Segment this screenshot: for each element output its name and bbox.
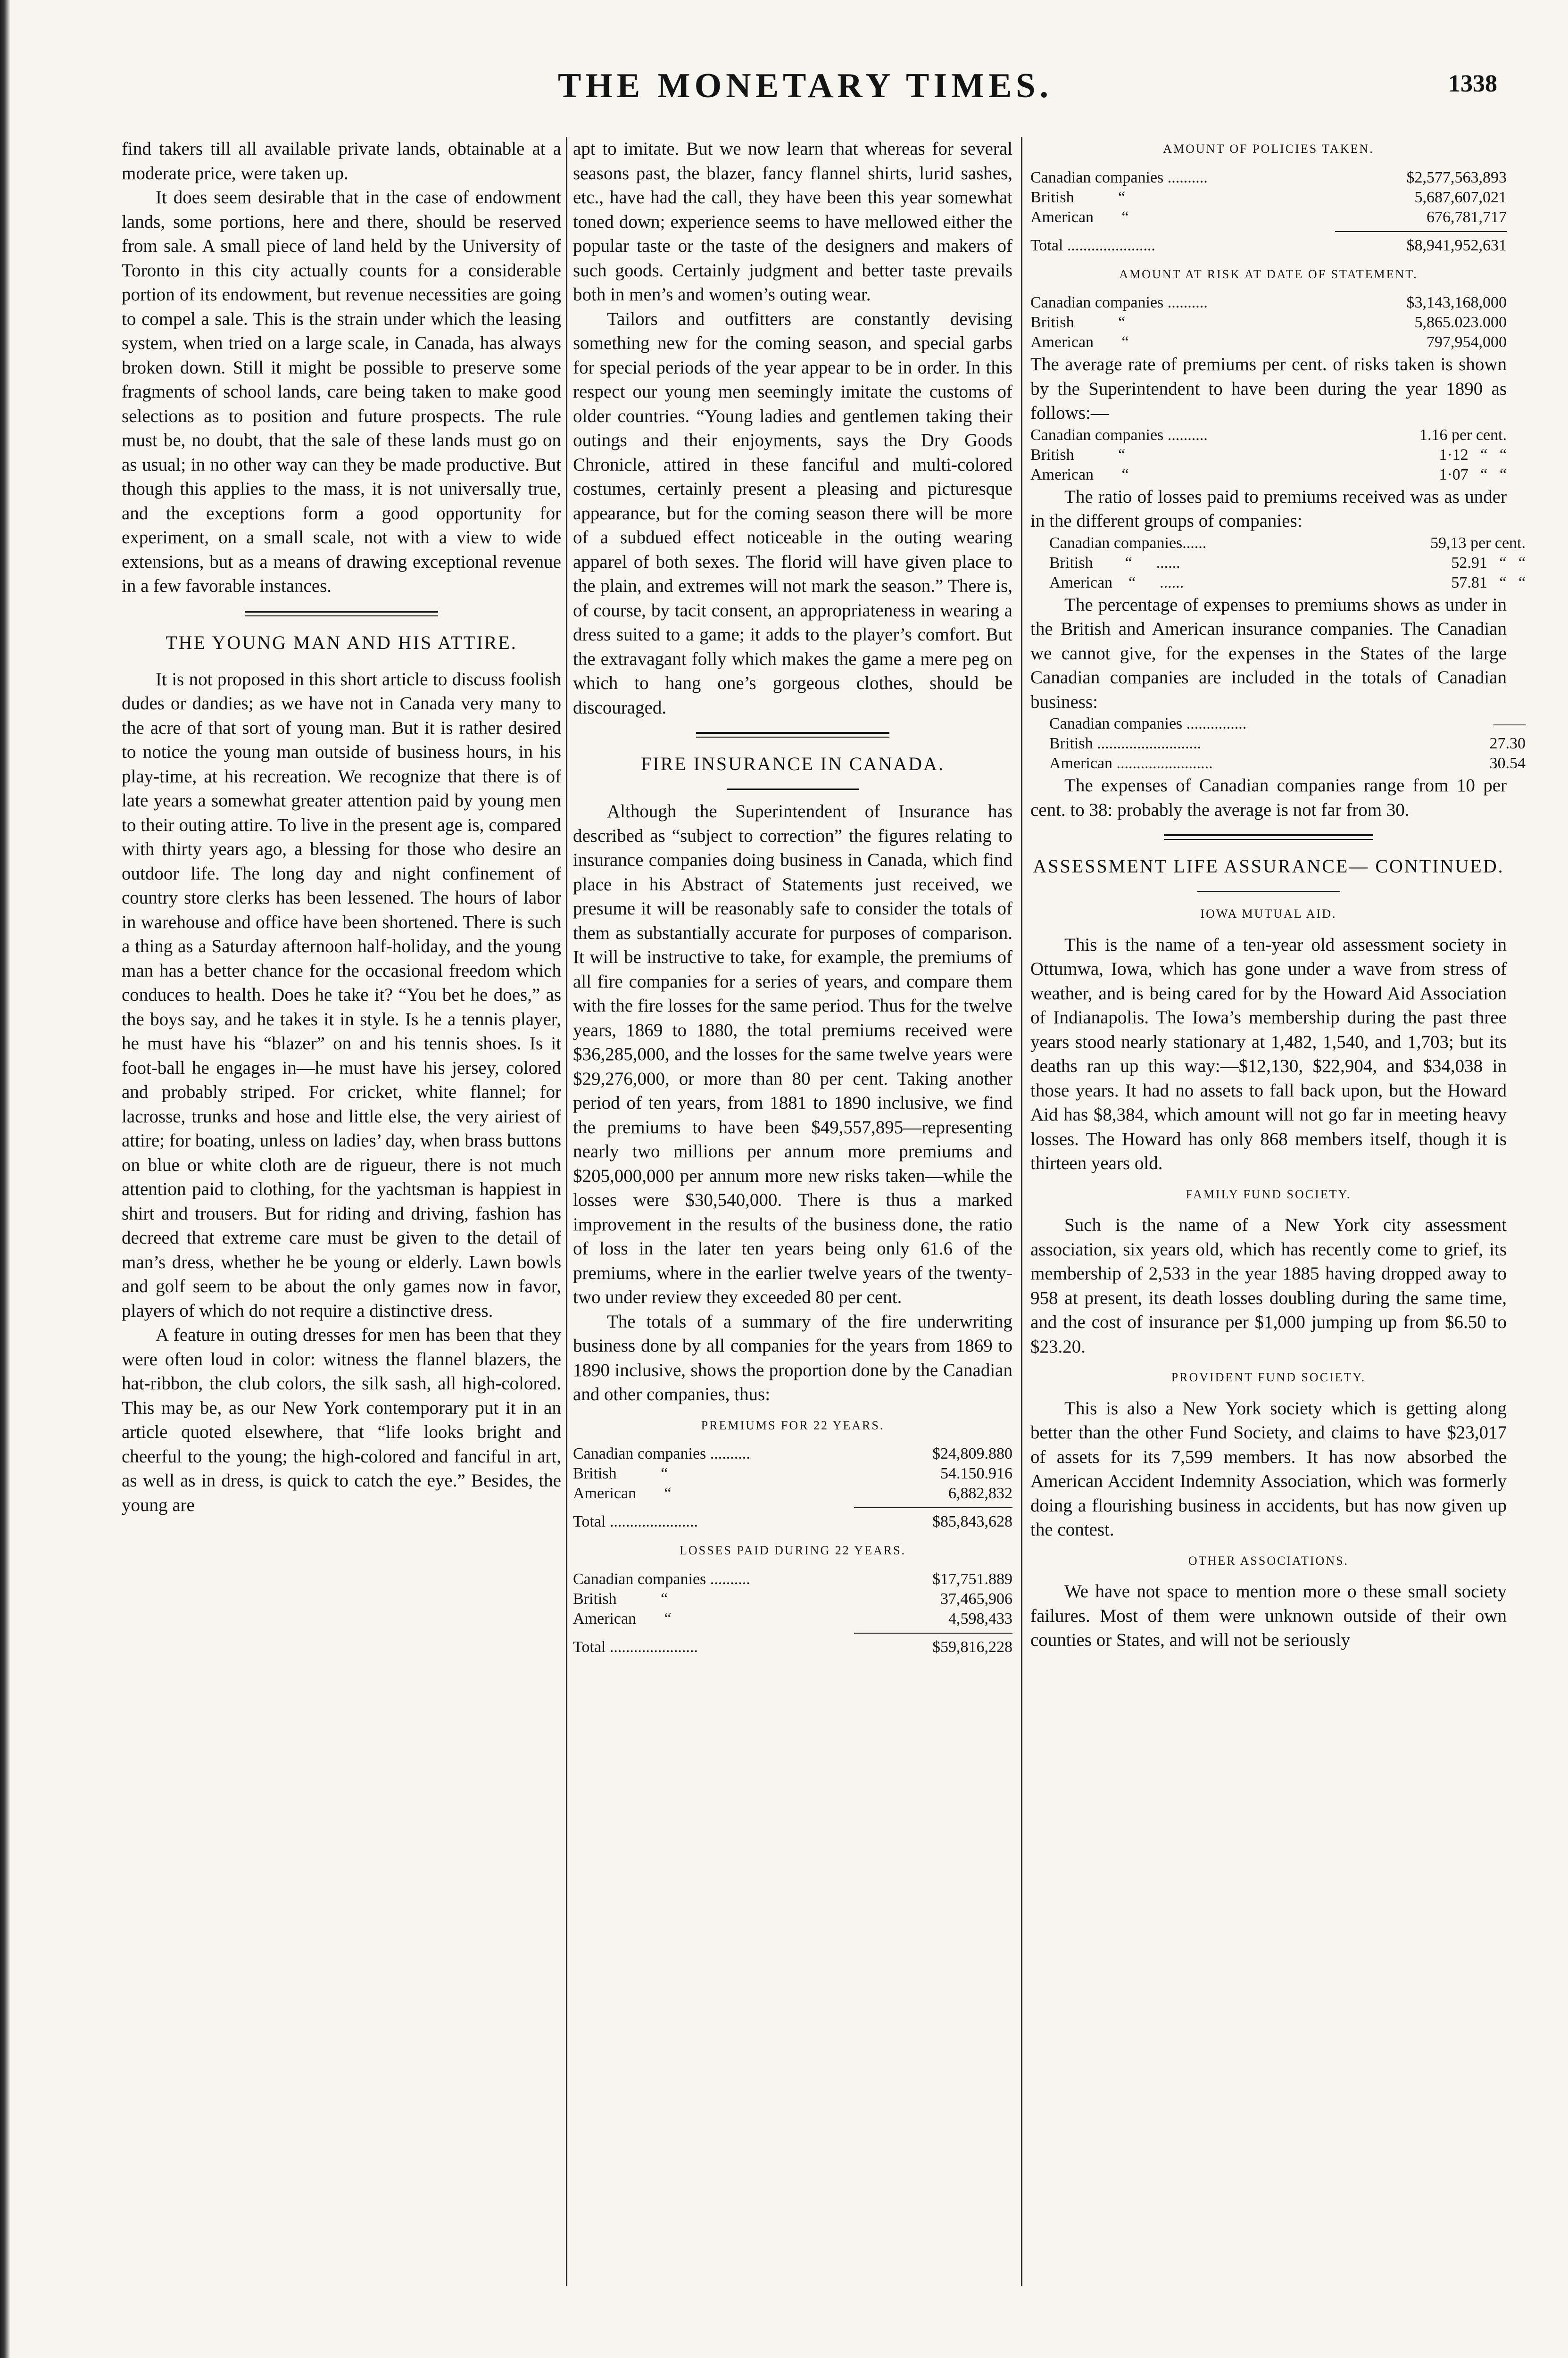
total-amount: $59,816,228: [932, 1638, 1012, 1656]
column-1: [122, 137, 561, 2333]
row-amount: 52.91 “ “: [1451, 554, 1526, 572]
loss-ratio-table: [1049, 533, 1526, 593]
masthead: [113, 66, 1497, 123]
row-label: American “: [1030, 208, 1129, 226]
paragraph: The percentage of expenses to premiums shows as under in the British and American insurance companies. The Canadian we cannot give, for the expenses in the States of the large Canadian companies are included in the totals of Canadian business:: [1030, 594, 1507, 712]
paragraph: Such is the name of a New York city assessment association, six years old, which has recently come to grief, its membership of 2,533 in the year 1885 having dropped away to 958 at present, its death losses doubling during the same time, and the cost of insurance per $1,000 jumping up from $6.50 to $23.20.: [1030, 1215, 1507, 1357]
row-amount: 5,687,607,021: [1414, 188, 1507, 206]
subheading: OTHER ASSOCIATIONS.: [1188, 1553, 1349, 1568]
row-amount: 1·12 “ “: [1439, 446, 1507, 464]
heading-rule: [1197, 891, 1340, 892]
article-heading: THE YOUNG MAN AND HIS ATTIRE.: [166, 631, 517, 653]
table-row: [1030, 465, 1507, 485]
section-divider: [245, 611, 438, 616]
paragraph: It is not proposed in this short article to discuss foolish dudes or dandies; as we have not in Canada very many to the acre of that sort of young man. But it is rather desired to notice the young man outside of business hours, in his play-time, at his recreation. We recognize that there is of late years a somewhat greater attention paid by young men to their outing attire. To live in the present age is, compared with thirty years ago, a blessing for those who desire an outdoor life. The long day and night confinement of country store clerks has been lessened. The hours of labor in warehouse and office have been shortened. There is such a thing as a Saturday afternoon half-holiday, and the young man has a better chance for the occasional freedom which conduces to health. Does he take it? “You bet he does,” as the boys say, and he takes it in style. Is he a tennis player, he must have his “blazer” on and his tennis shoes. Is it foot-ball he engages in—he must have his jersey, colored and probably striped. For cricket, white flannel; for lacrosse, trunks and hose and little else, the very airiest of attire; for boating, unless on ladies’ day, when brass buttons on blue or white cloth are de rigueur, there is not much attention paid to clothing, for the yachtsman is happiest in shirt and trousers. But for riding and driving, fashion has decreed that extreme care must be given to the detail of man’s dress, whether he be young or elderly. Lawn bowls and golf seem to be about the only games now in favor, players of which do not require a distinctive dress.: [122, 669, 561, 1321]
paragraph: The ratio of losses paid to premiums received was as under in the different groups of companies:: [1030, 486, 1507, 531]
row-label: British “: [1030, 188, 1126, 206]
total-label: Total ......................: [573, 1638, 698, 1656]
subheading: PROVIDENT FUND SOCIETY.: [1171, 1370, 1366, 1384]
row-label: American “: [573, 1610, 672, 1627]
heading-rule: [727, 789, 859, 790]
paragraph: The totals of a summary of the fire underwriting business done by all companies for the years from 1869 to 1890 inclusive, shows the proportion done by the Canadian and other companies, thus:: [573, 1311, 1012, 1404]
row-amount: 6,882,832: [948, 1485, 1012, 1502]
page-binding-edge: [0, 0, 10, 2358]
table-row: [573, 1637, 1012, 1657]
row-amount: $3,143,168,000: [1406, 294, 1507, 311]
row-label: Canadian companies ..........: [1030, 294, 1208, 311]
paragraph: Although the Superintendent of Insurance has described as “subject to correction” the figures relating to insurance companies doing business in Canada, which find place in his Abstract of Statements just received, we presume it will be reasonably safe to consider the totals of them as substantially accurate for purposes of comparison. It will be instructive to take, for example, the premiums of all fire companies for a series of years, and compare them with the fire losses for the same period. Thus for the twelve years, 1869 to 1880, the total premiums received were $36,285,000, and the losses for the same twelve years were $29,276,000, or more than 80 per cent. Taking another period of ten years, from 1881 to 1890 inclusive, we find the premiums to have been $49,557,895—representing nearly two millions per annum more premiums and $205,000,000 per annum more new risks taken—while the losses were $30,540,000. There is thus a marked improvement in the results of the business done, the ratio of loss in the later ten years being only 61.6 of the premiums, where in the earlier twelve years of the twenty-two under review they exceeded 80 per cent.: [573, 801, 1012, 1307]
row-amount: ——: [1493, 715, 1526, 732]
table-row: [1030, 313, 1507, 332]
total-rule: [1335, 231, 1507, 232]
row-label: Canadian companies......: [1049, 534, 1207, 552]
paragraph: The average rate of premiums per cent. of risks taken is shown by the Superintendent to have been during the year 1890 as follows:—: [1030, 354, 1507, 423]
row-amount: $2,577,563,893: [1406, 168, 1507, 186]
subheading: IOWA MUTUAL AID.: [1200, 907, 1337, 921]
paragraph: A feature in outing dresses for men has been that they were often loud in color: witness the flannel blazers, the hat-ribbon, the club colors, the silk sash, all high-colored. This may be, as our New York contemporary put it in an article quoted elsewhere, that “life looks bright and cheerful to the young; the high-colored and fanciful in art, as well as in dress, is quick to catch the eye.” Besides, the young are: [122, 1325, 561, 1515]
table-heading: AMOUNT OF POLICIES TAKEN.: [1163, 142, 1374, 156]
table-row: [1049, 573, 1526, 593]
table-row: [1049, 754, 1526, 773]
paragraph: It does seem desirable that in the case of endowment lands, some portions, here and there, should be reserved from sale. A small piece of land held by the University of Toronto in this city actually counts for a considerable portion of its endowment, but revenue necessities are going to compel a sale. This is the strain under which the leasing system, when tried on a large scale, in Canada, has always broken down. Still it might be possible to preserve some fragments of school lands, care being taken to make good selections as to position and future prospects. The rule must be, no doubt, that the sale of these lands must go on as usual; in no other way can they be made productive. But though this applies to the mass, it is not universally true, and the exceptions form a good opportunity for experiment, on a small scale, not with a view to wide extensions, but as a means of drawing exceptional revenue in a few favorable instances.: [122, 187, 561, 596]
table-row: [1030, 236, 1507, 256]
total-label: Total ......................: [1030, 236, 1155, 254]
row-amount: 5,865.023.000: [1414, 314, 1507, 331]
total-amount: $8,941,952,631: [1406, 236, 1507, 254]
premium-rates-table: [1030, 425, 1507, 485]
column-3: [1030, 137, 1526, 2333]
row-amount: $24,809.880: [932, 1445, 1012, 1462]
row-amount: 59,13 per cent.: [1430, 534, 1526, 552]
table-row: [1030, 293, 1507, 313]
table-row: [1049, 734, 1526, 754]
row-label: British “: [573, 1465, 668, 1482]
row-label: Canadian companies ..........: [573, 1570, 750, 1588]
premiums-total: [573, 1512, 1012, 1532]
table-heading: PREMIUMS FOR 22 YEARS.: [701, 1418, 885, 1432]
row-amount: $17,751.889: [932, 1570, 1012, 1588]
row-amount: 797,954,000: [1427, 333, 1507, 351]
row-label: Canadian companies ...............: [1049, 715, 1247, 732]
paragraph: find takers till all available private lands, obtainable at a moderate price, were taken up.: [122, 139, 561, 183]
row-amount: 27.30: [1489, 735, 1526, 752]
row-amount: 54.150.916: [940, 1465, 1012, 1482]
page-number: 1338: [1448, 70, 1497, 97]
row-label: British ..........................: [1049, 735, 1202, 752]
table-heading: LOSSES PAID DURING 22 YEARS.: [679, 1544, 906, 1557]
section-divider: [1164, 834, 1373, 840]
table-row: [1030, 208, 1507, 227]
expense-pct-table: [1049, 714, 1526, 773]
masthead-title: THE MONETARY TIMES.: [558, 66, 1053, 105]
article-heading: ASSESSMENT LIFE ASSURANCE— CONTINUED.: [1033, 855, 1504, 877]
row-amount: 1.16 per cent.: [1419, 426, 1507, 444]
total-label: Total ......................: [573, 1513, 698, 1530]
paragraph: The expenses of Canadian companies range from 10 per cent. to 38: probably the average is not far from 30.: [1030, 775, 1507, 820]
row-label: American “: [1030, 333, 1129, 351]
row-label: British “: [1030, 446, 1126, 464]
row-label: Canadian companies ..........: [573, 1445, 750, 1462]
table-row: [1030, 168, 1507, 188]
paragraph: This is the name of a ten-year old assessment society in Ottumwa, Iowa, which has gone under a wave from stress of weather, and is being cared for by the Howard Aid Association of Indianapolis. The Iowa’s membership during the past three years stood nearly stationary at 1,482, 1,540, and 1,703; but its deaths ran up this way:—$12,130, $22,904, and $34,038 in those years. It had no assets to fall back upon, but the Howard Aid has $8,384, which amount will not go far in meeting heavy losses. The Howard has only 868 members itself, though it is thirteen years old.: [1030, 934, 1507, 1173]
table-row: [1030, 332, 1507, 352]
section-divider: [696, 732, 889, 738]
row-amount: 4,598,433: [948, 1610, 1012, 1627]
table-row: [1049, 533, 1526, 553]
table-row: [573, 1444, 1012, 1464]
row-label: British “ ......: [1049, 554, 1180, 572]
column-rule-1: [566, 137, 567, 2286]
table-row: [573, 1569, 1012, 1589]
row-label: British “: [1030, 314, 1126, 331]
table-heading: AMOUNT AT RISK AT DATE OF STATEMENT.: [1119, 267, 1418, 281]
table-row: [1030, 188, 1507, 208]
table-row: [573, 1589, 1012, 1609]
row-label: Canadian companies ..........: [1030, 426, 1208, 444]
row-label: American “: [573, 1485, 672, 1502]
paragraph: This is also a New York society which is getting along better than the other Fund Society, and claims to have $23,017 of assets for its 7,599 members. It has now absorbed the American Accident Indemnity Association, which was formerly doing a flourishing business in accidents, but has now given up the contest.: [1030, 1398, 1507, 1540]
total-amount: $85,843,628: [932, 1513, 1012, 1530]
paragraph: We have not space to mention more o these small society failures. Most of them were unknown outside of their own counties or States, and will not be seriously: [1030, 1581, 1507, 1650]
row-amount: 676,781,717: [1427, 208, 1507, 226]
row-label: British “: [573, 1590, 668, 1608]
policies-table: [1030, 168, 1507, 227]
paragraph: Tailors and outfitters are constantly devising something new for the coming season, and special garbs for special periods of the year appear to be in order. In this respect our young men seemingly imitate the customs of older countries. “Young ladies and gentlemen taking their outings and their enjoyments, says the Dry Goods Chronicle, attired in these fanciful and multi-colored costumes, certainly present a pleasing and picturesque appearance, but for the coming season there will be more of a subdued effect noticeable in the outing wearing apparel of both sexes. The florid will have given place to the plain, and extremes will not mark the season.” There is, of course, by tacit consent, an appropriateness in wearing a dress suited to a game; it adds to the player’s comfort. But the extravagant folly which makes the game a mere peg on which to hang one’s gorgeous clothes, should be discouraged.: [573, 308, 1012, 718]
paragraph: apt to imitate. But we now learn that whereas for several seasons past, the blazer, fancy flannel shirts, lurid sashes, etc., have had the call, they have been this year somewhat toned down; experience seems to have mellowed either the popular taste or the taste of the designers and makers of such goods. Certainly judgment and better taste prevails both in men’s and women’s outing wear.: [573, 139, 1012, 305]
table-row: [1030, 425, 1507, 445]
table-row: [573, 1484, 1012, 1503]
table-row: [1049, 553, 1526, 573]
row-amount: 30.54: [1489, 755, 1526, 772]
article-heading: FIRE INSURANCE IN CANADA.: [641, 753, 945, 774]
risk-table: [1030, 293, 1507, 352]
total-rule: [854, 1633, 1012, 1634]
subheading: FAMILY FUND SOCIETY.: [1186, 1187, 1352, 1201]
row-amount: 37,465,906: [940, 1590, 1012, 1608]
table-row: [1030, 445, 1507, 465]
total-rule: [854, 1507, 1012, 1508]
policies-total: [1030, 236, 1507, 256]
row-label: American “ ......: [1049, 573, 1184, 591]
premiums-table: [573, 1444, 1012, 1503]
table-row: [1049, 714, 1526, 734]
losses-total: [573, 1637, 1012, 1657]
row-amount: 1·07 “ “: [1439, 465, 1507, 483]
table-row: [573, 1609, 1012, 1629]
column-2: [573, 137, 1012, 2333]
row-label: Canadian companies ..........: [1030, 168, 1208, 186]
row-label: American ........................: [1049, 755, 1213, 772]
losses-table: [573, 1569, 1012, 1629]
table-row: [573, 1512, 1012, 1532]
table-row: [573, 1464, 1012, 1484]
row-amount: 57.81 “ “: [1451, 573, 1526, 591]
column-rule-2: [1021, 137, 1022, 2286]
row-label: American “: [1030, 465, 1129, 483]
